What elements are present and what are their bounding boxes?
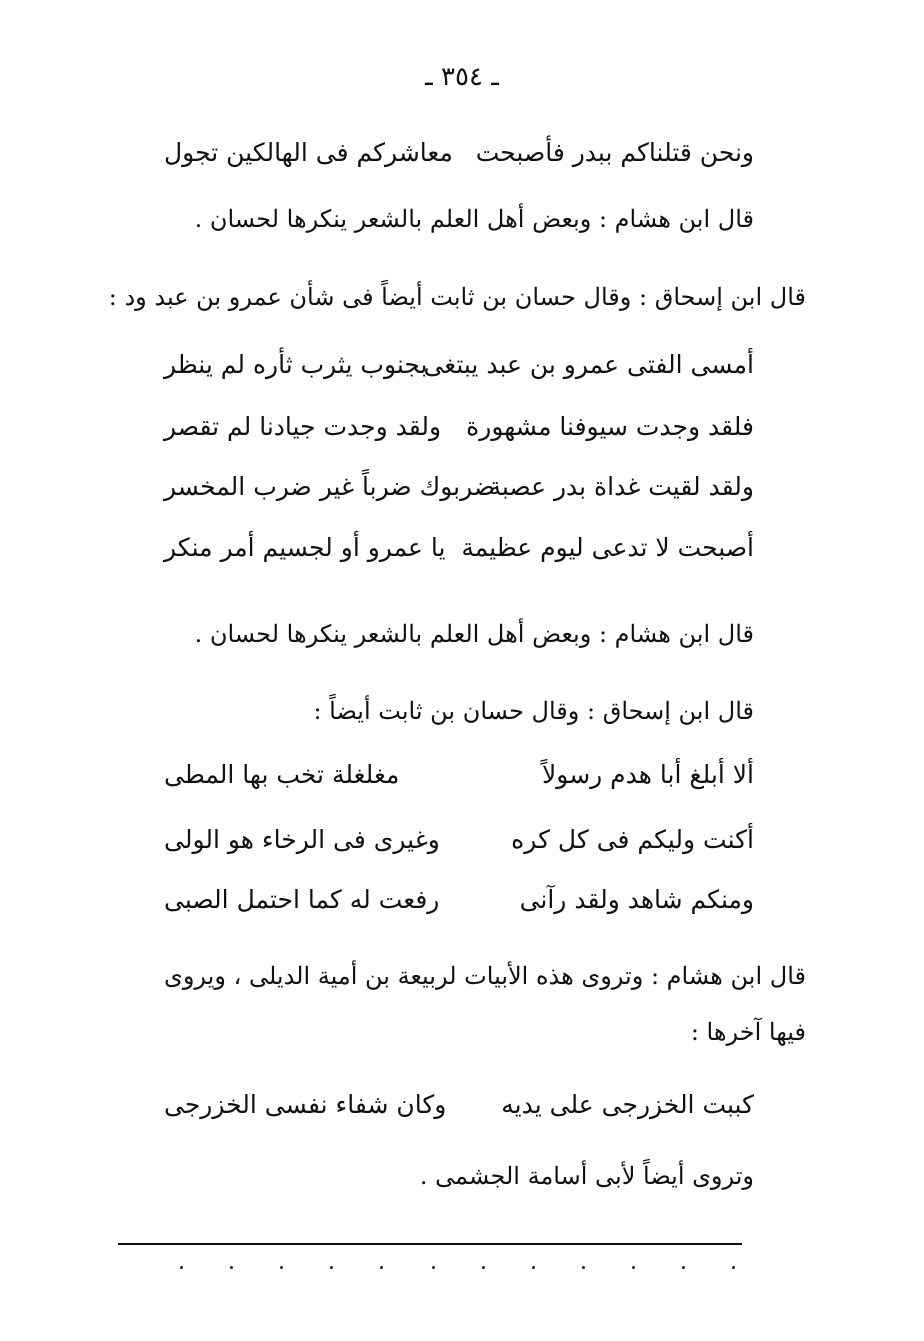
verse-hemistich-right: ولقد لقيت غداة بدر عصبة — [488, 472, 754, 501]
dot — [582, 1266, 585, 1269]
dot — [380, 1266, 383, 1269]
verse-hemistich-left: معاشركم فى الهالكين تجول — [164, 138, 453, 167]
verse-line — [164, 472, 754, 506]
verse-hemistich-left: رفعت له كما احتمل الصبى — [164, 885, 440, 914]
verse-hemistich-right: ألا أبلغ أبا هدم رسولاً — [542, 760, 754, 789]
note-paragraph: وتروى أيضاً لأبى أسامة الجشمى . — [419, 1162, 754, 1190]
intro-paragraph: قال ابن إسحاق : وقال حسان بن ثابت أيضاً فى شأن عمرو بن عبد ود : — [108, 283, 806, 311]
intro-paragraph: قال ابن إسحاق : وقال حسان بن ثابت أيضاً : — [313, 697, 754, 725]
verse-hemistich-left: يا عمرو أو لجسيم أمر منكر — [164, 533, 446, 562]
dot — [280, 1266, 283, 1269]
verse-hemistich-left: ولقد وجدت جيادنا لم تقصر — [164, 412, 442, 441]
dot — [482, 1266, 485, 1269]
verse-line — [164, 885, 754, 919]
verse-line — [164, 412, 754, 446]
dot — [632, 1266, 635, 1269]
verse-hemistich-right: ومنكم شاهد ولقد رآنى — [519, 885, 754, 914]
verse-hemistich-left: مغلغلة تخب بها المطى — [164, 760, 400, 789]
verse-hemistich-right: فلقد وجدت سيوفنا مشهورة — [466, 412, 754, 441]
note-paragraph: قال ابن هشام : وبعض أهل العلم بالشعر ينكرها لحسان . — [194, 205, 754, 233]
verse-hemistich-left: وكان شفاء نفسى الخزرجى — [164, 1090, 447, 1119]
verse-line — [164, 825, 754, 859]
verse-hemistich-right: كببت الخزرجى على يديه — [501, 1090, 754, 1119]
dot — [230, 1266, 233, 1269]
dot — [180, 1266, 183, 1269]
footnote-separator-rule — [118, 1243, 742, 1245]
verse-hemistich-right: أصبحت لا تدعى ليوم عظيمة — [461, 533, 754, 562]
dot — [682, 1266, 685, 1269]
verse-line — [164, 760, 754, 794]
verse-line — [164, 138, 754, 172]
verse-hemistich-left: بجنوب يثرب ثأره لم ينظر — [164, 350, 428, 379]
verse-hemistich-left: وغيرى فى الرخاء هو الولى — [164, 825, 440, 854]
note-paragraph-continuation: فيها آخرها : — [690, 1018, 806, 1046]
verse-hemistich-right: أكنت وليكم فى كل كره — [511, 825, 754, 854]
dot — [532, 1266, 535, 1269]
note-paragraph: قال ابن هشام : وتروى هذه الأبيات لربيعة بن أمية الديلى ، ويروى — [164, 962, 806, 990]
verse-line — [164, 350, 754, 384]
verse-line — [164, 1090, 754, 1124]
verse-hemistich-right: ونحن قتلناكم ببدر فأصبحت — [475, 138, 754, 167]
verse-line — [164, 533, 754, 567]
verse-hemistich-left: ضربوك ضرباً غير ضرب المخسر — [164, 472, 496, 501]
note-paragraph: قال ابن هشام : وبعض أهل العلم بالشعر ينكرها لحسان . — [194, 620, 754, 648]
dot — [330, 1266, 333, 1269]
page-number: ـ ٣٥٤ ـ — [425, 62, 499, 92]
verse-hemistich-right: أمسى الفتى عمرو بن عبد يبتغى — [423, 350, 754, 379]
dot — [732, 1266, 735, 1269]
dot — [432, 1266, 435, 1269]
footer-dot-row — [170, 1266, 750, 1276]
